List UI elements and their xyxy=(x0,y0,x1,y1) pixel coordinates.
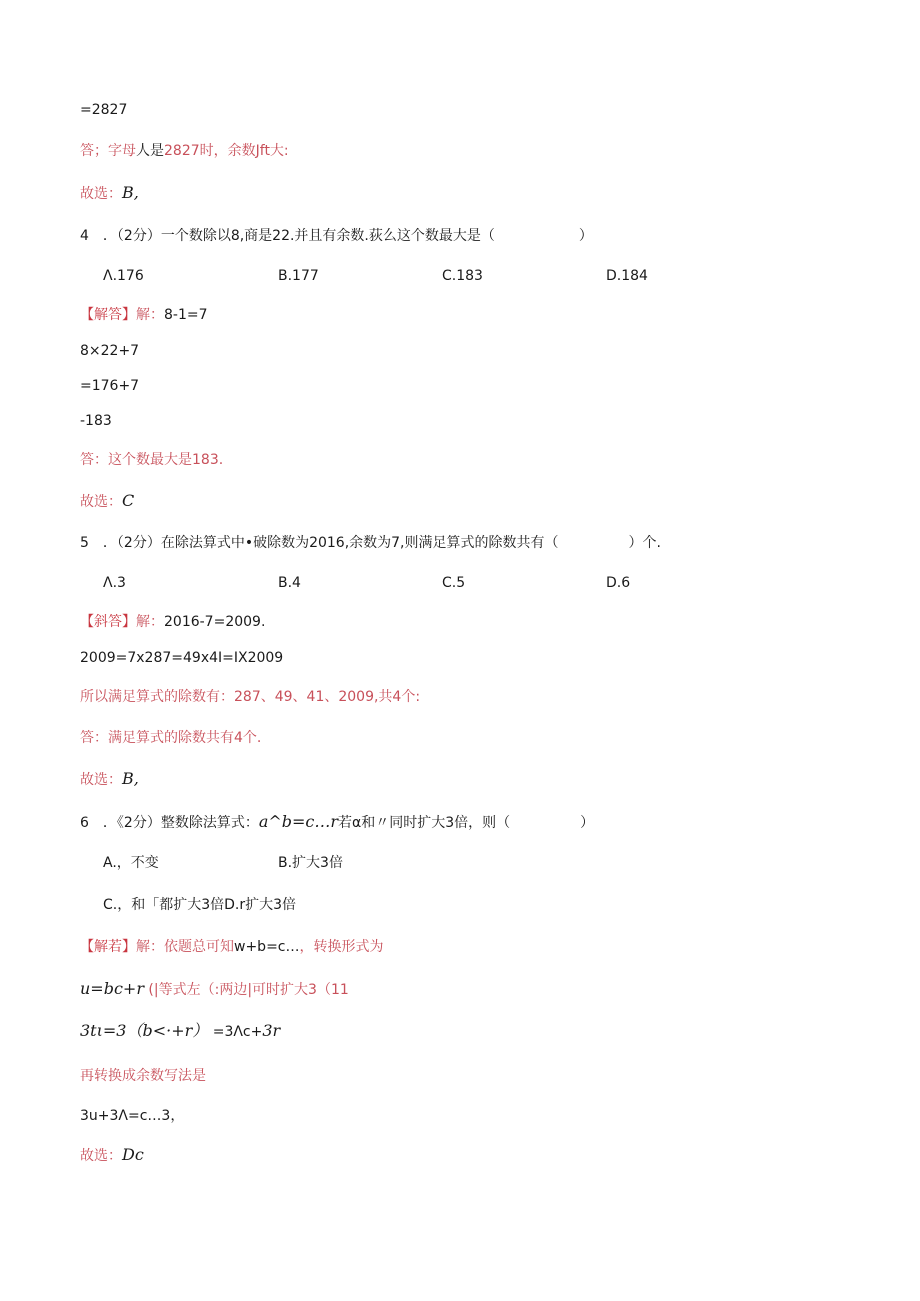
option-b: B.177 xyxy=(278,268,319,284)
q6-option-cd: C.，和「都扩大3倍D.r扩大3倍 xyxy=(103,897,297,913)
question-6-prefix: 6 ．《2分）整数除法算式： xyxy=(80,815,259,831)
formula-right: =3Λc+ xyxy=(212,1024,263,1040)
solution-formula: 2016-7=2009. xyxy=(164,614,266,630)
solution-prefix: 解：依题总可知 xyxy=(136,939,234,955)
solution-tag: 【解答】 xyxy=(80,307,136,323)
answer-q4: 答：这个数最大是183. xyxy=(80,452,224,468)
option-c: C.5 xyxy=(442,575,466,591)
solution-q4-line4: -183 xyxy=(80,413,112,429)
option-b: B.4 xyxy=(278,575,301,591)
question-4: 4 ．（2分）一个数除以8,商是22.并且有余数.荻么这个数最大是（ ） xyxy=(80,228,593,244)
answer-q3-part1: 答；字母 xyxy=(80,143,136,159)
solution-q6-line3 xyxy=(80,1021,280,1042)
solution-q5-header xyxy=(80,612,265,632)
option-d: D.184 xyxy=(606,268,648,284)
solution-formula: w+b=c… xyxy=(234,939,300,955)
solution-q5-line2: 2009=7x287=49x4I=IX2009 xyxy=(80,650,284,666)
option-c: C.183 xyxy=(442,268,483,284)
solution-prefix: 解： xyxy=(136,614,164,630)
selection-label: 故选： xyxy=(80,494,122,510)
answer-q3-part2: 人是 xyxy=(136,143,164,159)
solution-q6-line2 xyxy=(80,979,349,1000)
solution-suffix: ，转换形式为 xyxy=(299,939,384,955)
question-6 xyxy=(80,812,594,833)
line-result-2827: =2827 xyxy=(80,102,128,118)
solution-q6-line4: 再转换成余数写法是 xyxy=(80,1068,206,1084)
solution-q4-line2: 8×22+7 xyxy=(80,343,140,359)
selection-value: B, xyxy=(122,769,139,788)
selection-q5 xyxy=(80,769,139,790)
solution-q4-header xyxy=(80,305,208,325)
solution-q6-line5: 3u+3Λ=c…3， xyxy=(80,1108,185,1124)
q6-option-a: A.，不变 xyxy=(103,855,159,871)
solution-q4-line3: =176+7 xyxy=(80,378,140,394)
selection-q4 xyxy=(80,491,134,512)
answer-q3-part3: 2827时，余数Jft大: xyxy=(164,143,289,159)
option-a: Λ.3 xyxy=(103,575,126,591)
selection-label: 故选： xyxy=(80,772,122,788)
solution-q6-header xyxy=(80,937,384,957)
selection-value: B, xyxy=(122,183,139,202)
selection-label: 故选： xyxy=(80,1148,122,1164)
q6-option-b: B.扩大3倍 xyxy=(278,855,343,871)
answer-q5: 答：满足算式的除数共有4个. xyxy=(80,730,262,746)
option-a: Λ.176 xyxy=(103,268,144,284)
answer-q3 xyxy=(80,141,289,161)
formula-left: 3tι=3（b<·+r） xyxy=(80,1021,209,1040)
selection-value: C xyxy=(122,491,135,510)
question-6-suffix: 若α和〃同时扩大3倍，则（ ） xyxy=(338,815,595,831)
selection-value: Dc xyxy=(122,1145,144,1164)
question-6-formula: a^b=c…r xyxy=(258,812,339,831)
option-d: D.6 xyxy=(606,575,631,591)
formula-note: (|等式左（:两边|可时扩大3（11 xyxy=(148,982,349,998)
solution-q5-line3: 所以满足算式的除数有：287、49、41、2009,共4个: xyxy=(80,689,421,705)
selection-label: 故选： xyxy=(80,186,122,202)
formula-right-tail: 3r xyxy=(262,1021,281,1040)
formula-main: u=bc+r xyxy=(80,979,144,998)
solution-tag: 【斜答】 xyxy=(80,614,136,630)
solution-prefix: 解： xyxy=(136,307,164,323)
solution-formula: 8-1=7 xyxy=(164,307,208,323)
solution-tag: 【解若】 xyxy=(80,939,136,955)
selection-q3 xyxy=(80,183,139,204)
question-5: 5 ．（2分）在除法算式中•破除数为2016,余数为7,则满足算式的除数共有（ ）个. xyxy=(80,535,661,551)
selection-q6 xyxy=(80,1145,144,1166)
